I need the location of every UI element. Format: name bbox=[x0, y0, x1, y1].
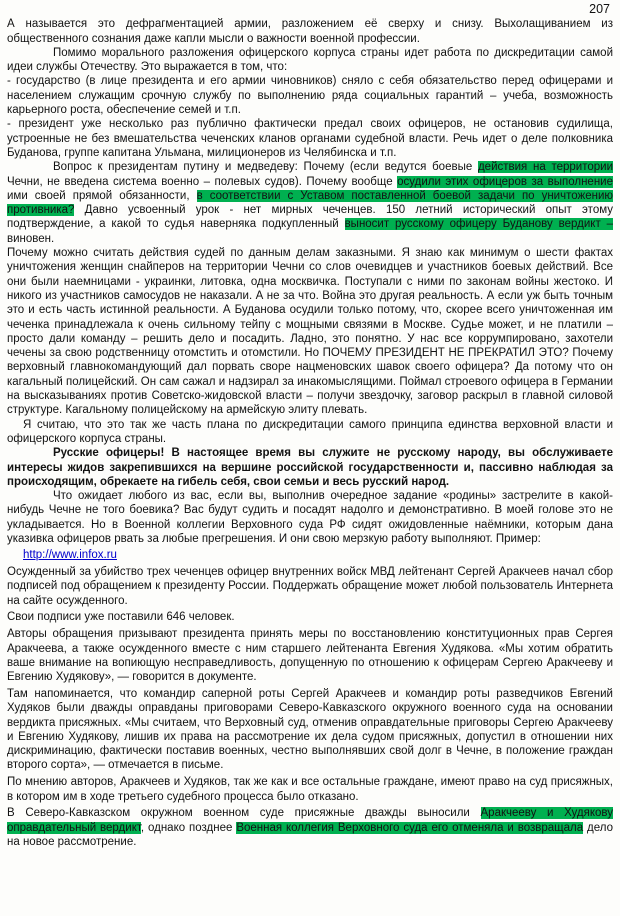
page-number: 207 bbox=[589, 2, 610, 16]
text-segment: Вопрос к президентам путину и медведеву: Почему (если ведутся боевые bbox=[53, 161, 478, 174]
paragraph-jury-right: По мнению авторов, Аракчеев и Худяков, так же как и все остальные граждане, имеют право на суд присяжных, в котором им в ходе третьего судебного процесса было отказано. bbox=[7, 776, 613, 803]
text-segment: ими своей прямой обязанности, bbox=[7, 189, 197, 202]
paragraph-conclusion-plan: Я считаю, что это так же часть плана по дискредитации самого принципа единства верховной власти и офицерского корпуса страны. bbox=[7, 418, 613, 445]
text-segment: дело на новое рассмотрение. bbox=[7, 821, 614, 848]
infox-link[interactable]: http://www.infox.ru bbox=[23, 549, 117, 562]
paragraph-bullet-president: - президент уже несколько раз публично фактически предал своих офицеров, не остановив судилища, устроенные не без вмешательства чеченских кланов органами судебной власти. Речь идет о деле полковника Буданова, группе капитана Ульмана, милиционеров из Челябинска и т.п. bbox=[7, 118, 613, 159]
highlighted-text: выносит русскому офицеру Буданову вердикт – bbox=[344, 218, 613, 231]
text-segment: В Северо-Кавказском окружном военном суде присяжные дважды выносили bbox=[7, 807, 481, 820]
source-link-line bbox=[7, 548, 613, 562]
paragraph-petition-authors: Авторы обращения призывают президента принять меры по восстановлению конституционных прав Сергея Аракчеева, а также осужденного вместе с ним старшего лейтенанта Евгения Худякова. «Мы хотим обратить ваше внимание на вопиющую несправедливость, допущенную по отношению к офицерам Сергею Аракчееву и Евгению Худякову», — говорится в документе. bbox=[7, 628, 613, 684]
paragraph-army-defragmentation: А называется это дефрагментацией армии, разложением её сверху и снизу. Выхолащиванием из общественного сознания даже капли мысли о важности военной профессии. bbox=[7, 18, 613, 45]
paragraph-bullet-state: - государство (в лице президента и его армии чиновников) сняло с себя обязательство перед офицерами и населением служащим срочную службу по выполнению ряда социальных гарантий – учеба, возможность карьерного роста, обеспечение семей и т.п. bbox=[7, 75, 613, 117]
paragraph-question-to-presidents bbox=[7, 160, 613, 246]
text-segment: Чечни, не введена система военно – полевых судов). Почему вообще bbox=[7, 175, 398, 188]
paragraph-arakcheev-petition: Осужденный за убийство трех чеченцев офицер внутренних войск МВД лейтенант Сергей Аракчеев начал сбор подписей под обращением к президенту России. Поддержать обращение может любой пользователь Интернета на сайте осужденного. bbox=[7, 566, 613, 607]
highlighted-text: действия на территории bbox=[477, 161, 613, 174]
highlighted-text: Военная коллегия Верховного суда его отменяла и возвращала bbox=[236, 821, 584, 834]
text-segment: виновен. bbox=[7, 232, 55, 245]
highlighted-text: Аракчееву и Худякову оправдательный вердикт bbox=[7, 807, 613, 834]
paragraph-signatures-count: Свои подписи уже поставили 646 человек. bbox=[7, 611, 235, 624]
paragraph-what-awaits: Что ожидает любого из вас, если вы, выполнив очередное задание «родины» застрелите в какой-нибудь Чечне не того боевика? Вас будут судить и посадят надолго и демонстративно. В моей голове это не укладывается. Но в Военной коллегии Верховного суда РФ сидят ожидовленные наёмники, которым дана указивка офицеров рвать за любые прегрешения. И они свою мерзкую работу выполняют. Пример: bbox=[7, 490, 613, 545]
paragraph-verdict-overturned bbox=[7, 806, 613, 849]
paragraph-acquittals-reminder: Там напоминается, что командир саперной роты Сергей Аракчеев и командир роты разведчиков Евгений Худяков были дважды оправданы приговорами Северо-Кавказского окружного военного суда на основании вердикта присяжных. «Мы считаем, что Верховный суд, отменив оправдательные приговоры Сергею Аракчееву и Евгению Худякову, лишив их права на рассмотрение их дела судом присяжных, допустил в отношении них дискриминацию, фактически поставив военных, честно выполнявших свой долг в Чечне, в положение граждан второго сорта», — отмечается в письме. bbox=[7, 687, 613, 772]
highlighted-text: в соответствии с Уставом поставленной боевой задачи по уничтожению противника? bbox=[7, 189, 613, 217]
text-segment: , однако позднее bbox=[140, 821, 237, 834]
paragraph-judges-ordered: Почему можно считать действия судей по данным делам заказными. Я знаю как минимум о шести фактах уничтожения женщин снайперов на территории Чечни со слов очевидцев и участников боевых действий. Все они были наемницами - украинки, литовка, одна москвичка. Поступали с ними по законам войны жестоко. И никого из участников самосудов не наказали. А не за что. Война это другая реальность. А если уж быть точным это и есть часть истинной реальности. А Буданова осудили только потому, что, скорее всего уничтоженная им чеченка принадлежала к очень сильному тейпу с мощными связями в Москве. Судье может, и не платили – просто дали команду – решить дело и посадить. Ладно, это понятно. У нас все коррумпировано, захотели чечены за свою родственницу отомстить и отомстили. Но ПОЧЕМУ ПРЕЗИДЕНТ НЕ ПРЕКРАТИЛ ЭТО? Почему верховный главнокомандующий дал порвать своре нацменовских шавок своего офицера? Да потому что он кагальный полицейский. Он сам сажал и надзирал за инакомыслящими. Поймал строевого офицера в Германии на высказываниях против Советско-жидовской власти – получи звездочку, заговор раскрыл в главной силовой структуре. Кагальному полицейскому на армейскую элиту плевать. bbox=[7, 247, 613, 417]
text-segment: Давно усвоенный урок - нет мирных чеченцев. 150 летний исторический опыт этому подтверждение, а какой то судья наверняка подкупленный bbox=[7, 204, 613, 231]
paragraph-appeal-to-officers: Русские офицеры! В настоящее время вы служите не русскому народу, вы обслуживаете интересы жидов закрепившихся на вершине российской государственности и, пассивно наблюдая за происходящим, обрекаете на гибель себя, свои семьи и весь русский народ. bbox=[7, 447, 613, 488]
highlighted-text: осудили этих офицеров за выполнение bbox=[397, 175, 613, 188]
paragraph-discredit-service: Помимо морального разложения офицерского корпуса страны идет работа по дискредитации самой идеи службы Отечеству. Это выражается в том, что: bbox=[7, 46, 613, 74]
